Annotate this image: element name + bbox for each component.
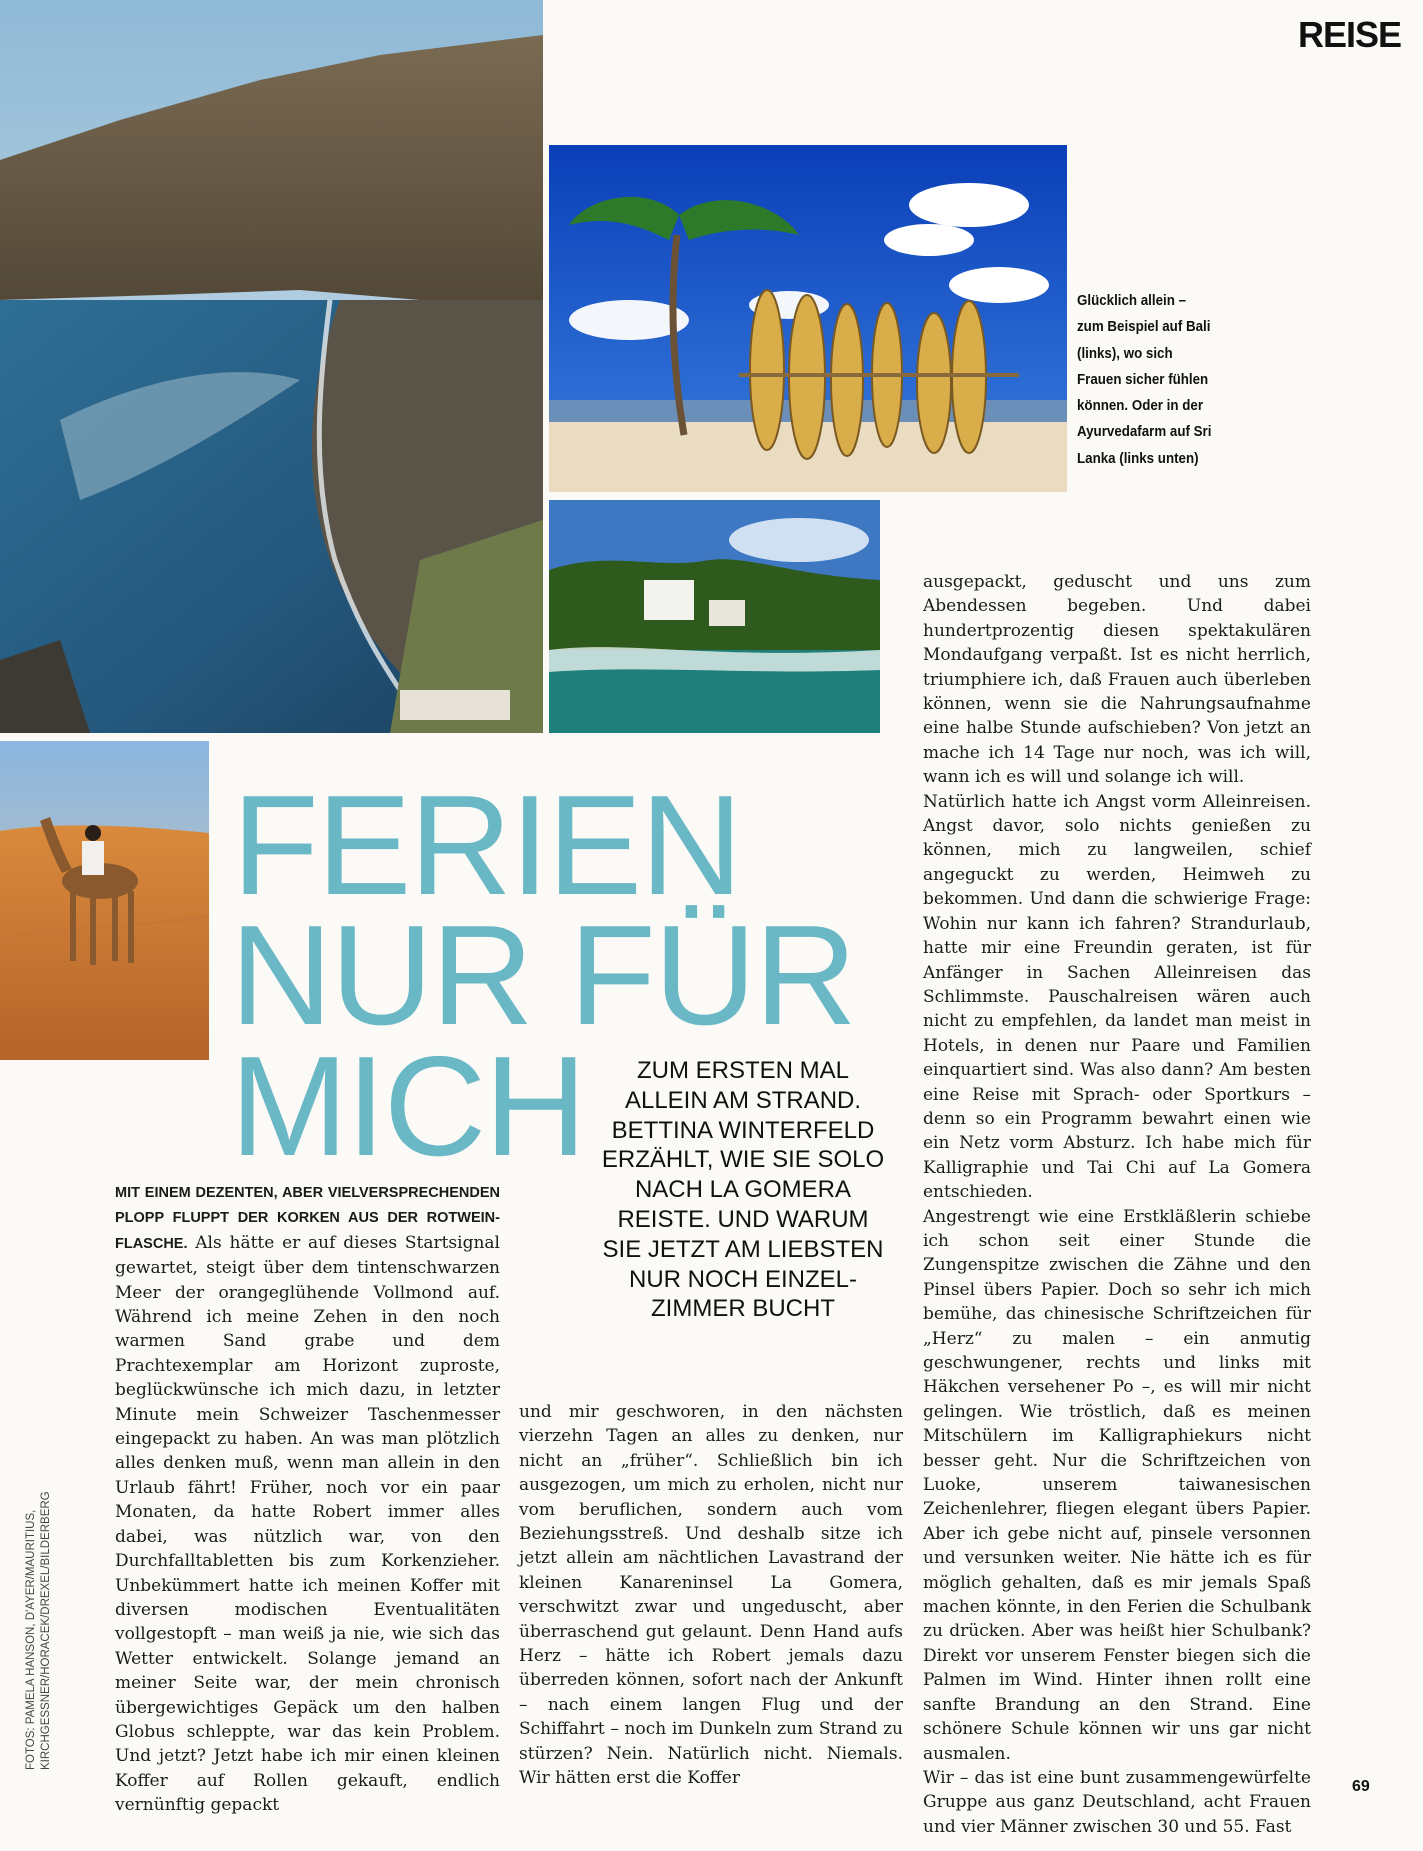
body-paragraph: Angestrengt wie eine Erstkläßlerin schiebe ich schon seit einer Stunde die Zungenspitze zwischen die Zähne und den Pinsel übers Papier. Doch so sehr ich mich bemühe, das chinesische Schriftzeichen für „Herz“ zu malen – ein anmutig geschwungener, rechts und links mit Häkchen versehener Po –, es will mir nicht gelingen. Wie tröstlich, daß es meinen Mitschülern im Kalligraphiekurs nicht besser geht. Nur die Schriftzeichen von Luoke, unserem taiwanesischen Zeichenlehrer, fliegen elegant übers Papier. Aber ich gebe nicht auf, pinsele versonnen und versunken weiter. Nie hätte ich es für möglich gehalten, daß es mir jemals Spaß machen könnte, in den Ferien die Schulbank zu drücken. Aber was heißt hier Schulbank? Direkt vor unserem Fenster biegen sich die Palmen im Wind. Hinter ihnen rollt eine sanfte Brandung an den Strand. Eine schönere Schule können wir uns gar nicht ausmalen.: [923, 1206, 1311, 1764]
subhead: ZUM ERSTEN MAL ALLEIN AM STRAND. BETTINA WINTERFELD ERZÄHLT, WIE SIE SOLO NACH LA GOMERA REISTE. UND WARUM SIE JETZT AM LIEBSTEN NUR NOCH EINZELZIMMER BUCHT: [601, 1057, 885, 1323]
headline-line-3: MICH: [230, 1027, 585, 1186]
body-paragraph: Wir – das ist eine bunt zusammengewürfelte Gruppe aus ganz Deutschland, acht Frauen und vier Männer zwischen 30 und 55. Fast: [923, 1767, 1311, 1837]
body-paragraph: ausgepackt, geduscht und uns zum Abendessen begeben. Und dabei hundertprozentig diesen spektakulären Mondaufgang verpaßt. Ist es nicht herrlich, triumphiere ich, daß Frauen auch überleben können, wenn sie die Nahrungsaufnahme eine halbe Stunde aufschieben? Von jetzt an mache ich 14 Tage nur noch, was ich will, wann ich es will und solange ich will.: [923, 572, 1311, 788]
photo-bali-surfboards: [549, 145, 1067, 492]
camel-image: [0, 741, 209, 1060]
headline-line-1: FERIEN: [232, 766, 741, 925]
body-text-2: und mir geschworen, in den nächsten vierzehn Tagen an alles zu denken, nur nicht an „früher“. Schließlich bin ich ausgezogen, um mich zu erholen, nicht nur vom beruflichen, sondern auch vom Beziehungsstreß. Und deshalb sitze ich jetzt allein am nächtlichen Lavastrand der kleinen Kanareninsel La Gomera, verschwitzt zwar und ungeduscht, aber überraschend gut gelaunt. Denn Hand aufs Herz – hätte ich Robert jemals dazu überreden können, sofort nach der Ankunft – nach einem langen Flug und der Schiffahrt – noch im Dunkeln zum Strand zu stürzen? Nein. Natürlich nicht. Niemals. Wir hätten erst die Koffer: [519, 1402, 903, 1789]
lead-in: MIT EINEM DEZENTEN, ABER VIELVERSPRECHENDEN PLOPP FLUPPT DER KORKEN AUS DER ROTWEINFLASCHE.: [115, 1185, 500, 1252]
body-paragraph: Natürlich hatte ich Angst vorm Alleinreisen. Angst davor, solo nichts genießen zu können, mich zu langweilen, schief angeguckt zu werden, Heimweh zu bekommen. Und dann die schwierige Frage: Wohin nur kann ich fahren? Strandurlaub, hatte mir eine Freundin geraten, ist für Anfänger in Sachen Alleinreisen das Schlimmste. Pauschalreisen wären auch nicht zu empfehlen, da landet man meist in Hotels, in denen nur Paare und Familien einquartiert sind. Was also dann? Am besten eine Reise mit Sprach- oder Sportkurs – denn so ein Programm bewahrt einen wie ein Netz vorm Absturz. Ich habe mich für Kalligraphie und Tai Chi auf La Gomera entschieden.: [923, 791, 1311, 1203]
body-column-3: [923, 570, 1311, 1839]
body-column-2: [519, 1400, 903, 1791]
photo-sri-lanka: [549, 500, 880, 733]
coast-image: [0, 0, 543, 733]
photo-credit-text: FOTOS: PAMELA HANSON, D'AYER/MAURITIUS, KIRCHGESSNER/HORACEK/DREXEL/BILDERBERG: [25, 1491, 52, 1770]
photo-camel-desert: [0, 741, 209, 1060]
photo-la-gomera-coast: [0, 0, 543, 733]
section-label: REISE: [1297, 14, 1401, 55]
headline-line-2: NUR FÜR: [230, 896, 855, 1055]
photo-credit: [18, 1370, 70, 1770]
page-number: 69: [1352, 1778, 1370, 1795]
body-text-1: Als hätte er auf dieses Startsignal gewartet, steigt über dem tintenschwarzen Meer der orangeglühende Vollmond auf. Während ich meine Zehen in den noch warmen Sand grabe und dem Prachtexemplar am Horizont zuproste, beglückwünsche ich mich dazu, in letzter Minute mein Schweizer Taschenmesser eingepackt zu haben. An was man plötzlich alles denken muß, wenn man allein in den Urlaub fährt! Früher, noch vor ein paar Monaten, da hatte Robert immer alles dabei, was nützlich war, von den Durchfalltabletten bis zum Korkenzieher. Unbekümmert hatte ich meinen Koffer mit diversen modischen Eventualitäten vollgestopft – man weiß ja nie, wie sich das Wetter entwickelt. Solange jemand an meiner Seite war, der mein chronisch übergewichtiges Gepäck um den halben Globus schleppte, war das kein Problem. Und jetzt? Jetzt habe ich mir einen kleinen Koffer auf Rollen gekauft, endlich vernünftig gepackt: [115, 1232, 500, 1816]
bali-image: [549, 145, 1067, 492]
photo-caption: Glücklich allein – zum Beispiel auf Bali (links), wo sich Frauen sicher fühlen können. Oder in der Ayurvedafarm auf Sri Lanka (links unten): [1077, 293, 1212, 467]
body-column-1: [115, 1180, 500, 1818]
sri-lanka-image: [549, 500, 880, 733]
